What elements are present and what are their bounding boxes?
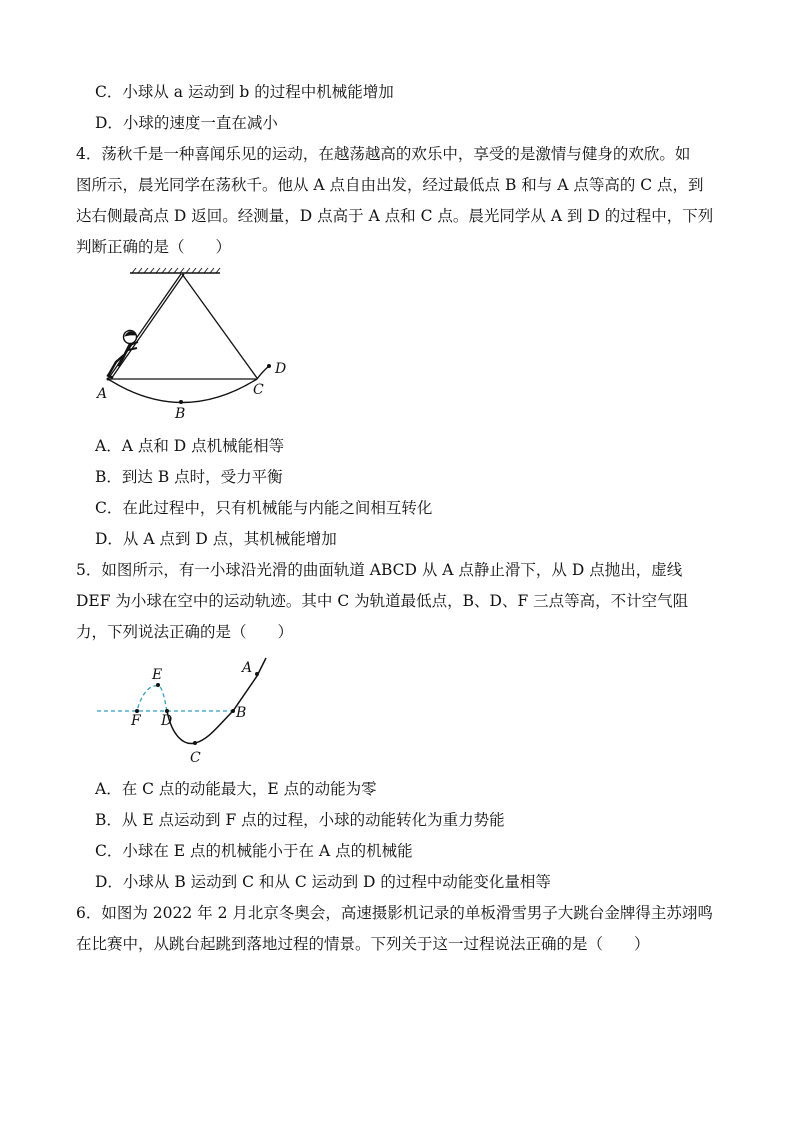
rope-left-2 [111,274,184,379]
q5-option-b: B．从 E 点运动到 F 点的过程，小球的动能转化为重力势能 [95,811,505,829]
track-figure [90,650,280,770]
label-a: A [97,386,108,402]
q5-option-d: D．小球从 B 运动到 C 和从 C 运动到 D 的过程中动能变化量相等 [95,873,551,891]
q4-option-a: A．A 点和 D 点机械能相等 [95,437,285,455]
q4-stem-line-3: 达右侧最高点 D 返回。经测量，D 点高于 A 点和 C 点。晨光同学从 A 到 D 的过程中，下列 [76,207,714,225]
point-c [193,741,197,745]
point-b [231,709,235,713]
label-f: F [131,713,141,729]
q4-option-d: D．从 A 点到 D 点，其机械能增加 [95,530,337,548]
label-d: D [161,713,173,729]
q4-option-b: B．到达 B 点时，受力平衡 [95,468,283,486]
q3-option-c: C．小球从 a 运动到 b 的过程中机械能增加 [95,83,394,101]
label-c: C [253,382,264,398]
label-d: D [275,361,287,377]
person-icon [107,331,138,379]
q4-stem-line-1: 4．荡秋千是一种喜闻乐见的运动，在越荡越高的欢乐中，享受的是激情与健身的欢欣。如 [76,145,691,163]
swing-figure [90,262,310,422]
q5-option-c: C．小球在 E 点的机械能小于在 A 点的机械能 [95,842,413,860]
point-a [107,378,110,381]
label-a: A [242,660,253,676]
label-c: C [190,750,201,766]
q4-stem-line-4: 判断正确的是（ ） [76,238,232,256]
point-b [179,400,183,404]
label-b: B [175,406,186,422]
track-diagram [90,650,280,770]
q3-option-d: D．小球的速度一直在减小 [95,114,278,132]
q5-stem-line-1: 5．如图所示，有一小球沿光滑的曲面轨道 ABCD 从 A 点静止滑下，从 D 点抛出，虚线 [76,561,683,579]
q4-option-c: C．在此过程中，只有机械能与内能之间相互转化 [95,499,433,517]
point-a [255,672,259,676]
q4-stem-line-2: 图所示，晨光同学在荡秋千。他从 A 点自由出发，经过最低点 B 和与 A 点等高的 C 点，到 [76,176,704,194]
q5-option-a: A．在 C 点的动能最大，E 点的动能为零 [95,780,377,798]
trajectory-def [137,686,167,711]
point-d [267,364,271,368]
swing-arc [108,366,269,403]
point-e [156,683,160,687]
q6-stem-line-1: 6．如图为 2022 年 2 月北京冬奥会，高速摄影机记录的单板滑雪男子大跳台金牌得主苏翊鸣 [76,904,713,922]
swing-diagram [90,262,310,422]
q5-stem-line-3: 力，下列说法正确的是（ ） [76,623,294,641]
rope-right [182,274,257,378]
label-e: E [152,667,163,683]
q5-stem-line-2: DEF 为小球在空中的运动轨迹。其中 C 为轨道最低点，B、D、F 三点等高，不计空气阻 [76,592,689,610]
ceiling-hatch [132,268,220,273]
q6-stem-line-2: 在比赛中，从跳台起跳到落地过程的情景。下列关于这一过程说法正确的是（ ） [76,935,650,953]
label-b: B [236,705,247,721]
